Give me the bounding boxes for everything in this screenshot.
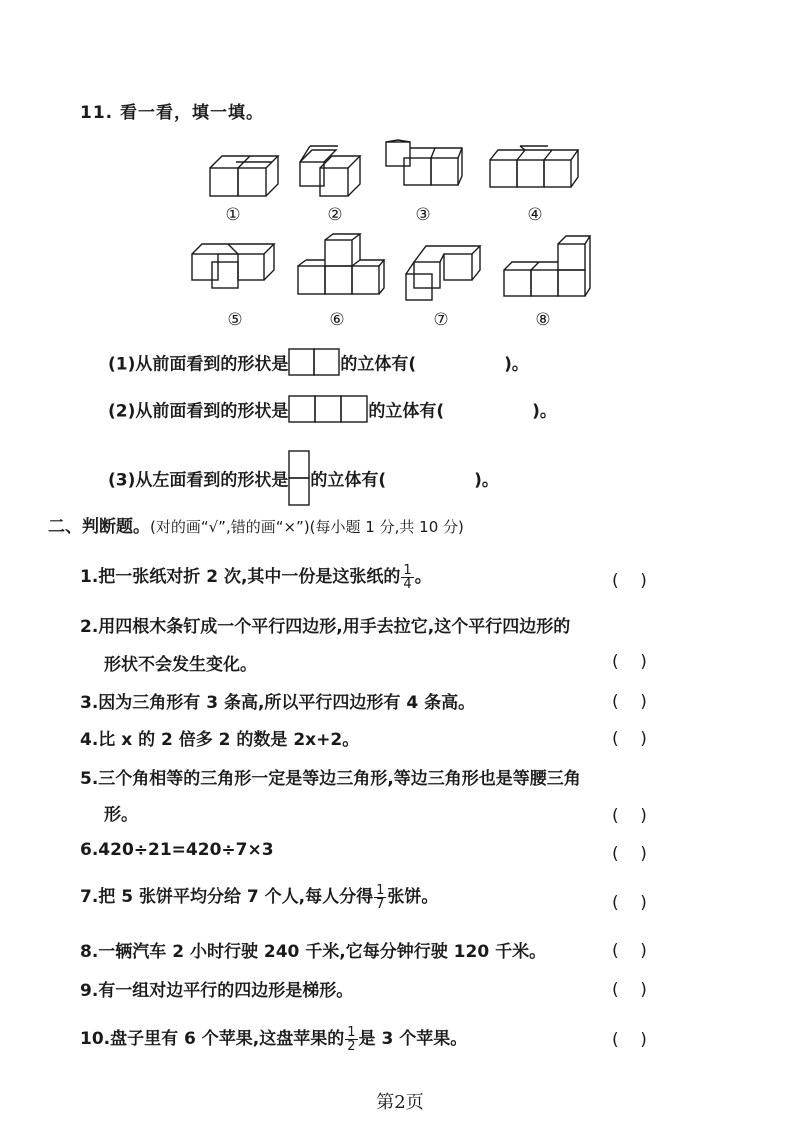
figure-label-8: ⑧ (535, 310, 551, 330)
answer-parentheses[interactable]: ( ) (612, 980, 647, 1000)
cube-figure-4 (488, 142, 580, 190)
question-text-tail: 张饼。 (387, 887, 439, 907)
fraction-denominator: 2 (347, 1038, 356, 1054)
q11-sub2-close: )。 (532, 401, 557, 422)
judgement-question-8 (80, 937, 546, 962)
question-text: 三个角相等的三角形一定是等边三角形,等边三角形也是等腰三角 (98, 769, 581, 789)
fraction (401, 564, 413, 591)
cube-figure-5 (190, 240, 278, 292)
q11-sub3 (108, 450, 499, 511)
judgement-question-9 (80, 976, 353, 1001)
three-squares-shape-icon (288, 395, 368, 428)
cube-figure-2 (298, 140, 370, 200)
q11-sub2-prefix: (2)从前面看到的形状是 (108, 401, 289, 422)
cube-figure-8 (502, 232, 592, 300)
figure-label-7: ⑦ (433, 310, 449, 330)
question-text-continued: 形。 (104, 805, 138, 825)
question-text-continued: 形状不会发生变化。 (104, 655, 257, 675)
fraction (345, 1026, 357, 1053)
answer-parentheses[interactable]: ( ) (612, 692, 647, 712)
question-text-tail: 。 (414, 567, 432, 587)
cube-figure-7 (404, 240, 486, 304)
question-number: 4. (80, 730, 99, 750)
fraction-numerator: 1 (403, 562, 412, 578)
question-text: 因为三角形有 3 条高,所以平行四边形有 4 条高。 (98, 693, 476, 713)
question-text: 用四根木条钉成一个平行四边形,用手去拉它,这个平行四边形的 (98, 617, 571, 637)
answer-parentheses[interactable]: ( ) (612, 1030, 647, 1050)
question-11-title: 11. 看一看，填一填。 (80, 103, 265, 123)
question-text: 420÷21=420÷7×3 (98, 840, 274, 860)
q11-sub2 (108, 395, 557, 428)
answer-parentheses[interactable]: ( ) (612, 941, 647, 961)
judgement-question-10 (80, 1024, 467, 1053)
figure-label-4: ④ (527, 205, 543, 225)
question-text-tail: 是 3 个苹果。 (358, 1029, 468, 1049)
q11-sub3-close: )。 (474, 470, 499, 491)
answer-parentheses[interactable]: ( ) (612, 571, 647, 591)
judgement-question-3 (80, 688, 475, 713)
q11-sub3-prefix: (3)从左面看到的形状是 (108, 470, 289, 491)
answer-parentheses[interactable]: ( ) (612, 806, 647, 826)
question-number: 7. (80, 887, 99, 907)
fraction-numerator: 1 (376, 882, 385, 898)
question-text: 一辆汽车 2 小时行驶 240 千米,它每分钟行驶 120 千米。 (98, 942, 547, 962)
section-2-note: (对的画“√”,错的画“×”)(每小题 1 分,共 10 分) (150, 518, 464, 536)
question-text-line2 (104, 800, 138, 825)
judgement-question-4 (80, 725, 359, 750)
section-2-heading: 二、判断题。 (48, 517, 150, 537)
question-text: 盘子里有 6 个苹果,这盘苹果的 (110, 1029, 345, 1049)
section-2-title (48, 512, 464, 537)
question-number: 10. (80, 1029, 111, 1049)
figure-label-6: ⑥ (329, 310, 345, 330)
answer-parentheses[interactable]: ( ) (612, 844, 647, 864)
fraction-denominator: 4 (403, 576, 412, 592)
figure-label-1: ① (225, 205, 241, 225)
answer-parentheses[interactable]: ( ) (612, 893, 647, 913)
cube-figure-6 (296, 232, 386, 298)
figure-label-5: ⑤ (227, 310, 243, 330)
q11-sub1-suffix: 的立体有( (340, 354, 417, 375)
figure-label-3: ③ (415, 205, 431, 225)
q11-sub1-close: )。 (504, 354, 529, 375)
question-text: 把 5 张饼平均分给 7 个人,每人分得 (98, 887, 374, 907)
answer-parentheses[interactable]: ( ) (612, 729, 647, 749)
q11-sub2-suffix: 的立体有( (368, 401, 445, 422)
question-number: 3. (80, 693, 99, 713)
question-number: 5. (80, 769, 99, 789)
judgement-question-1 (80, 562, 432, 591)
figure-label-2: ② (327, 205, 343, 225)
fraction (374, 884, 386, 911)
question-text: 比 x 的 2 倍多 2 的数是 2x+2。 (98, 730, 360, 750)
judgement-question-2 (80, 612, 570, 637)
stacked-squares-shape-icon (288, 450, 310, 511)
two-squares-shape-icon (288, 348, 340, 381)
answer-parentheses[interactable]: ( ) (612, 652, 647, 672)
cube-figure-1 (208, 148, 280, 200)
question-text: 把一张纸对折 2 次,其中一份是这张纸的 (98, 567, 401, 587)
question-number: 8. (80, 942, 99, 962)
fraction-numerator: 1 (347, 1024, 356, 1040)
fraction-denominator: 7 (376, 896, 385, 912)
judgement-question-5 (80, 764, 581, 789)
question-number: 9. (80, 981, 99, 1001)
judgement-question-7 (80, 882, 438, 911)
page-footer: 第2页 (376, 1092, 424, 1113)
q11-sub3-suffix: 的立体有( (310, 470, 387, 491)
question-number: 1. (80, 567, 99, 587)
question-text-line2 (104, 650, 257, 675)
q11-sub1-prefix: (1)从前面看到的形状是 (108, 354, 289, 375)
question-text: 有一组对边平行的四边形是梯形。 (98, 981, 354, 1001)
judgement-question-6 (80, 840, 274, 860)
q11-sub1 (108, 348, 529, 381)
question-number: 6. (80, 840, 99, 860)
cube-figure-3 (384, 138, 468, 190)
question-number: 2. (80, 617, 99, 637)
